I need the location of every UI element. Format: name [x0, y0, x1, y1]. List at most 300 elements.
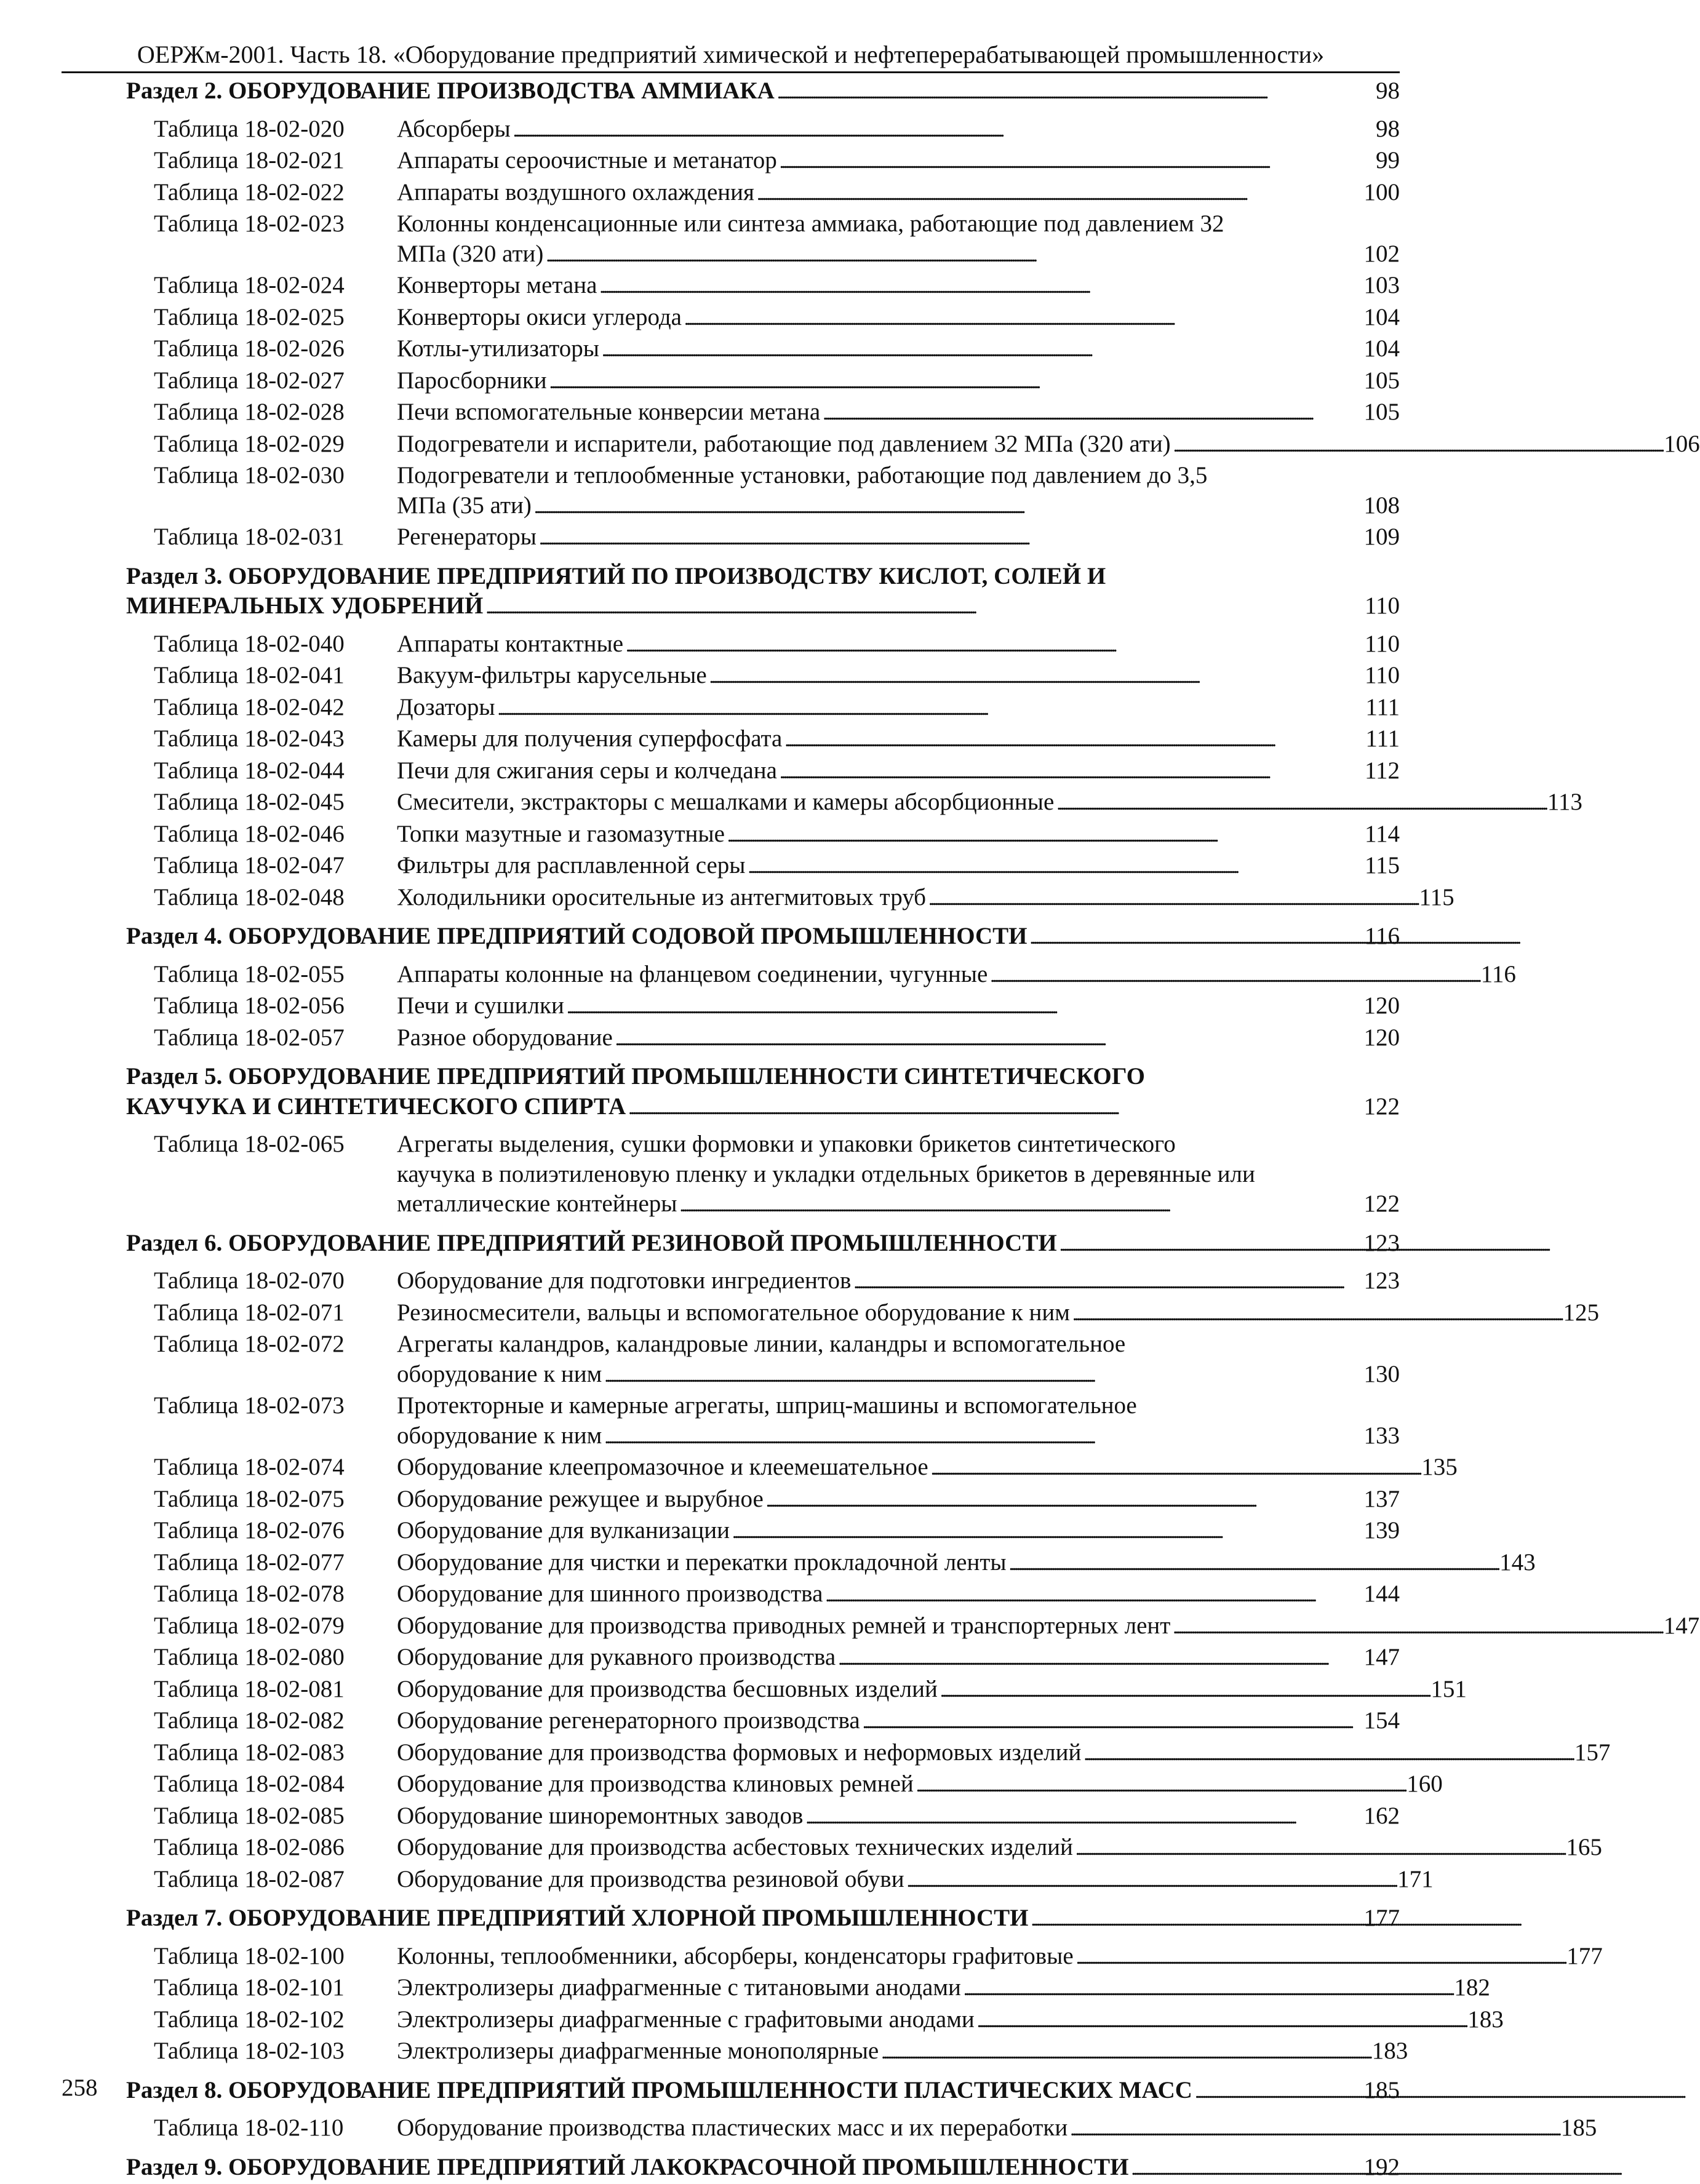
entry-title [397, 1738, 1610, 1770]
toc-entry [126, 1675, 1400, 1707]
table-of-contents [126, 76, 1400, 2184]
entry-title-line-text: оборудование к ним [397, 1421, 602, 1451]
entry-title-line [397, 1865, 1434, 1897]
table-code: Таблица 18-02-055 [126, 960, 397, 992]
table-code: Таблица 18-02-047 [126, 851, 397, 883]
toc-entry [126, 693, 1400, 725]
entry-title-line [397, 1738, 1610, 1770]
entry-title-line [397, 960, 1516, 992]
entry-title-line-text: Оборудование для производства бесшовных изделий [397, 1675, 938, 1705]
entry-title-line: Агрегаты каландров, каландровые линии, каландры и вспомогательное [397, 1329, 1400, 1360]
entry-title [397, 819, 1400, 851]
entry-title [397, 1391, 1400, 1453]
entry-title-line [397, 1643, 1400, 1675]
dot-leader [615, 1023, 1362, 1055]
entry-title-line-text: Конверторы окиси углерода [397, 303, 682, 333]
table-code: Таблица 18-02-057 [126, 1023, 397, 1055]
dot-leader [539, 522, 1362, 554]
entry-title [397, 1706, 1400, 1738]
entry-title [397, 1579, 1400, 1611]
dot-leader [931, 1453, 1419, 1485]
toc-entry [126, 1833, 1400, 1865]
page-ref: 154 [1364, 1706, 1400, 1736]
entry-title [397, 1548, 1536, 1580]
page-ref: 165 [1566, 1833, 1602, 1863]
toc-entry [126, 334, 1400, 366]
entry-title [397, 1516, 1400, 1548]
entry-title-line [397, 724, 1400, 756]
page-ref: 157 [1574, 1738, 1611, 1768]
dot-leader [546, 239, 1361, 271]
section-title-line-text: Раздел 7. ОБОРУДОВАНИЕ ПРЕДПРИЯТИЙ ХЛОРНОЙ ПРОМЫШЛЕННОСТИ [126, 1903, 1029, 1934]
toc-entry [126, 1298, 1400, 1330]
page-ref: 116 [1481, 960, 1516, 990]
toc-entry [126, 178, 1400, 210]
entry-title-line-text: Печи вспомогательные конверсии метана [397, 397, 820, 428]
entry-title [397, 334, 1400, 366]
section-heading [126, 1062, 1400, 1123]
entry-title [397, 114, 1400, 146]
page-ref: 110 [1365, 591, 1400, 621]
dot-leader [599, 271, 1361, 303]
dot-leader [549, 366, 1362, 398]
table-code: Таблица 18-02-020 [126, 114, 397, 146]
dot-leader [1076, 1942, 1565, 1974]
dot-leader [709, 661, 1362, 693]
page-ref: 122 [1364, 1092, 1400, 1122]
section-heading [126, 76, 1400, 108]
table-code: Таблица 18-02-045 [126, 787, 397, 819]
table-code: Таблица 18-02-072 [126, 1329, 397, 1391]
entry-title [397, 1865, 1434, 1897]
dot-leader [1083, 1738, 1572, 1770]
toc-entry [126, 991, 1400, 1023]
page-ref: 122 [1364, 1189, 1400, 1219]
entry-title-line [397, 693, 1400, 725]
dot-leader [1009, 1548, 1498, 1580]
dot-leader [780, 146, 1373, 178]
table-code: Таблица 18-02-071 [126, 1298, 397, 1330]
entry-title-line [397, 1453, 1458, 1485]
page-ref: 105 [1364, 397, 1400, 428]
table-code: Таблица 18-02-028 [126, 397, 397, 429]
dot-leader [853, 1266, 1361, 1298]
table-code: Таблица 18-02-023 [126, 209, 397, 271]
page-ref: 98 [1376, 76, 1400, 106]
dot-leader [1075, 1833, 1564, 1865]
toc-entry [126, 1738, 1400, 1770]
dot-leader [513, 114, 1373, 146]
page-ref: 105 [1364, 366, 1400, 396]
toc-entry [126, 2036, 1400, 2068]
entry-title-line: Протекторные и камерные агрегаты, шприц-машины и вспомогательное [397, 1391, 1400, 1421]
entry-title-line-text: Оборудование шиноремонтных заводов [397, 1801, 803, 1831]
entry-title-line-text: Оборудование для производства резиновой обуви [397, 1865, 904, 1895]
dot-leader [1056, 787, 1545, 819]
entry-title [397, 1611, 1699, 1643]
dot-leader [766, 1485, 1362, 1516]
entry-title-line-text: металлические контейнеры [397, 1189, 677, 1219]
entry-title-line [397, 522, 1400, 554]
entry-title-line-text: Оборудование для чистки и перекатки прокладочной ленты [397, 1548, 1007, 1578]
toc-entry [126, 2005, 1400, 2037]
section-heading [126, 1903, 1400, 1935]
entry-title-line-text: Котлы-утилизаторы [397, 334, 599, 364]
table-code: Таблица 18-02-048 [126, 883, 397, 915]
entry-title-line-text: Холодильники оросительные из антегмитовых труб [397, 883, 926, 913]
page-ref: 160 [1407, 1769, 1443, 1799]
table-code: Таблица 18-02-081 [126, 1675, 397, 1707]
entry-title-line-text: Оборудование для производства формовых и неформовых изделий [397, 1738, 1081, 1768]
entry-title [397, 1769, 1443, 1801]
dot-leader [567, 991, 1362, 1023]
page-ref: 151 [1431, 1675, 1467, 1705]
toc-entry [126, 1706, 1400, 1738]
page-ref: 110 [1365, 629, 1400, 660]
table-code: Таблица 18-02-087 [126, 1865, 397, 1897]
entry-title-line-text: Дозаторы [397, 693, 495, 723]
section-heading [126, 562, 1400, 623]
page-ref: 123 [1364, 1229, 1400, 1259]
section-title-line [126, 922, 1400, 954]
page-ref: 183 [1467, 2005, 1504, 2035]
entry-title [397, 303, 1400, 335]
entry-title-line [397, 1189, 1400, 1221]
section-title-line: Раздел 5. ОБОРУДОВАНИЕ ПРЕДПРИЯТИЙ ПРОМЫШЛЕННОСТИ СИНТЕТИЧЕСКОГО [126, 1062, 1400, 1092]
entry-title-line [397, 851, 1400, 883]
table-code: Таблица 18-02-102 [126, 2005, 397, 2037]
entry-title [397, 1130, 1400, 1221]
toc-entry [126, 429, 1400, 461]
dot-leader [1060, 1229, 1362, 1261]
entry-title-line-text: Электролизеры диафрагменные с графитовыми анодами [397, 2005, 975, 2035]
dot-leader [907, 1865, 1395, 1897]
header-rule [62, 71, 1400, 73]
entry-title-line: Агрегаты выделения, сушки формовки и упаковки брикетов синтетического [397, 1130, 1400, 1160]
page-ref: 123 [1364, 1266, 1400, 1296]
dot-leader [990, 960, 1479, 992]
entry-title-line [397, 1548, 1536, 1580]
toc-entry [126, 1516, 1400, 1548]
section-title-line [126, 1903, 1400, 1935]
dot-leader [825, 1579, 1361, 1611]
entry-title [397, 2036, 1408, 2068]
page-ref: 100 [1364, 178, 1400, 208]
entry-title-line-text: Оборудование режущее и вырубное [397, 1485, 764, 1515]
table-code: Таблица 18-02-100 [126, 1942, 397, 1974]
dot-leader [805, 1801, 1361, 1833]
entry-title-line-text: МПа (35 ати) [397, 491, 532, 521]
entry-title-line-text: Оборудование для вулканизации [397, 1516, 730, 1546]
page-ref: 125 [1563, 1298, 1599, 1328]
page-ref: 147 [1364, 1643, 1400, 1673]
running-header: ОЕРЖм-2001. Часть 18. «Оборудование предприятий химической и нефтеперерабатывающей промышленности» [62, 39, 1400, 70]
dot-leader [602, 334, 1362, 366]
table-code: Таблица 18-02-026 [126, 334, 397, 366]
toc-entry [126, 724, 1400, 756]
entry-title-line [397, 491, 1400, 523]
page-ref: 185 [1561, 2113, 1597, 2143]
dot-leader [916, 1769, 1405, 1801]
entry-title-line [397, 629, 1400, 661]
toc-entry [126, 1130, 1400, 1221]
page-ref: 147 [1664, 1611, 1700, 1641]
table-code: Таблица 18-02-110 [126, 2113, 397, 2145]
entry-title-line-text: Абсорберы [397, 114, 511, 145]
entry-title [397, 1675, 1467, 1707]
entry-title [397, 724, 1400, 756]
entry-title [397, 851, 1400, 883]
entry-title [397, 1266, 1400, 1298]
dot-leader [1173, 1611, 1661, 1643]
entry-title [397, 2005, 1504, 2037]
table-code: Таблица 18-02-041 [126, 661, 397, 693]
entry-title-line [397, 1611, 1699, 1643]
toc-entry [126, 883, 1400, 915]
dot-leader [838, 1643, 1361, 1675]
page-number: 258 [62, 2073, 98, 2103]
entry-title-line-text: оборудование к ним [397, 1360, 602, 1390]
entry-title-line [397, 1023, 1400, 1055]
entry-title [397, 1643, 1400, 1675]
entry-title [397, 209, 1400, 271]
dot-leader [684, 303, 1362, 335]
entry-title-line-text: Фильтры для расплавленной серы [397, 851, 746, 881]
entry-title-line [397, 1801, 1400, 1833]
table-code: Таблица 18-02-027 [126, 366, 397, 398]
table-code: Таблица 18-02-031 [126, 522, 397, 554]
toc-entry [126, 461, 1400, 522]
toc-entry [126, 1643, 1400, 1675]
table-code: Таблица 18-02-056 [126, 991, 397, 1023]
entry-title [397, 883, 1455, 915]
table-code: Таблица 18-02-022 [126, 178, 397, 210]
page-ref: 133 [1364, 1421, 1400, 1451]
entry-title-line-text: Регенераторы [397, 522, 537, 552]
entry-title-line-text: Аппараты воздушного охлаждения [397, 178, 754, 208]
table-code: Таблица 18-02-025 [126, 303, 397, 335]
table-code: Таблица 18-02-078 [126, 1579, 397, 1611]
section-title-line [126, 1229, 1400, 1261]
entry-title-line [397, 1769, 1443, 1801]
entry-title [397, 1023, 1400, 1055]
entry-title [397, 146, 1400, 178]
entry-title-line [397, 1942, 1603, 1974]
table-code: Таблица 18-02-044 [126, 756, 397, 788]
entry-title-line-text: Конверторы метана [397, 271, 597, 301]
entry-title-line-text: Оборудование клеепромазочное и клеемешательное [397, 1453, 928, 1483]
dot-leader [940, 1675, 1429, 1707]
toc-entry [126, 851, 1400, 883]
toc-entry [126, 114, 1400, 146]
dot-leader [732, 1516, 1362, 1548]
page-ref: 110 [1365, 661, 1400, 691]
dot-leader [784, 724, 1363, 756]
entry-title [397, 787, 1582, 819]
toc-entry [126, 1801, 1400, 1833]
entry-title-line-text: Смесители, экстракторы с мешалками и камеры абсорбционные [397, 787, 1054, 818]
dot-leader [1195, 2076, 1362, 2108]
entry-title-line [397, 303, 1400, 335]
section-title-line [126, 591, 1400, 623]
page-ref: 185 [1364, 2076, 1400, 2106]
entry-title-line [397, 661, 1400, 693]
section-title-line-text: МИНЕРАЛЬНЫХ УДОБРЕНИЙ [126, 591, 483, 621]
table-code: Таблица 18-02-043 [126, 724, 397, 756]
page-ref: 162 [1364, 1801, 1400, 1831]
table-code: Таблица 18-02-074 [126, 1453, 397, 1485]
table-code: Таблица 18-02-065 [126, 1130, 397, 1221]
entry-title-line-text: Электролизеры диафрагменные с титановыми анодами [397, 1973, 961, 2003]
entry-title [397, 629, 1400, 661]
dot-leader [1031, 1903, 1362, 1935]
section-title-line [126, 76, 1400, 108]
entry-title-line-text: Топки мазутные и газомазутные [397, 819, 725, 850]
dot-leader [534, 491, 1362, 523]
entry-title-line [397, 756, 1400, 788]
entry-title-line [397, 2113, 1597, 2145]
dot-leader [777, 76, 1373, 108]
dot-leader [757, 178, 1362, 210]
entry-title-line [397, 429, 1700, 461]
entry-title-line [397, 1516, 1400, 1548]
toc-entry [126, 397, 1400, 429]
dot-leader [1072, 1298, 1561, 1330]
dot-leader [780, 756, 1362, 788]
entry-title-line-text: Оборудование регенераторного производства [397, 1706, 860, 1736]
page-ref: 115 [1419, 883, 1455, 913]
page-ref: 113 [1547, 787, 1582, 818]
table-code: Таблица 18-02-080 [126, 1643, 397, 1675]
page-ref: 120 [1364, 991, 1400, 1021]
entry-title-line [397, 2036, 1408, 2068]
section-title-line-text: КАУЧУКА И СИНТЕТИЧЕСКОГО СПИРТА [126, 1092, 626, 1122]
toc-entry [126, 960, 1400, 992]
entry-title-line: Колонны конденсационные или синтеза аммиака, работающие под давлением 32 [397, 209, 1400, 239]
toc-entry [126, 2113, 1400, 2145]
table-code: Таблица 18-02-030 [126, 461, 397, 522]
entry-title-line [397, 1579, 1400, 1611]
toc-entry [126, 1548, 1400, 1580]
dot-leader [626, 629, 1362, 661]
dot-leader [727, 819, 1362, 851]
page-ref: 104 [1364, 334, 1400, 364]
section-title-line-text: Раздел 8. ОБОРУДОВАНИЕ ПРЕДПРИЯТИЙ ПРОМЫШЛЕННОСТИ ПЛАСТИЧЕСКИХ МАСС [126, 2076, 1192, 2106]
entry-title [397, 522, 1400, 554]
table-code: Таблица 18-02-085 [126, 1801, 397, 1833]
entry-title [397, 1973, 1490, 2005]
toc-entry [126, 1023, 1400, 1055]
entry-title-line-text: МПа (320 ати) [397, 239, 543, 269]
entry-title-line: Подогреватели и теплообменные установки, работающие под давлением до 3,5 [397, 461, 1400, 491]
toc-entry [126, 1391, 1400, 1453]
page-ref: 104 [1364, 303, 1400, 333]
entry-title [397, 178, 1400, 210]
page-ref: 116 [1365, 922, 1400, 952]
dot-leader [881, 2036, 1370, 2068]
page-ref: 143 [1499, 1548, 1536, 1578]
table-code: Таблица 18-02-079 [126, 1611, 397, 1643]
entry-title-line-text: Электролизеры диафрагменные монополярные [397, 2036, 879, 2066]
dot-leader [863, 1706, 1362, 1738]
entry-title-line [397, 2005, 1504, 2037]
toc-entry [126, 209, 1400, 271]
toc-entry [126, 271, 1400, 303]
page-ref: 139 [1364, 1516, 1400, 1546]
entry-title-line-text: Печи для сжигания серы и колчедана [397, 756, 777, 786]
entry-title-line-text: Камеры для получения суперфосфата [397, 724, 782, 754]
table-code: Таблица 18-02-073 [126, 1391, 397, 1453]
toc-entry [126, 1579, 1400, 1611]
toc-entry [126, 1453, 1400, 1485]
section-title-line [126, 2076, 1400, 2108]
section-title-line: Раздел 3. ОБОРУДОВАНИЕ ПРЕДПРИЯТИЙ ПО ПРОИЗВОДСТВУ КИСЛОТ, СОЛЕЙ И [126, 562, 1400, 592]
entry-title [397, 1453, 1458, 1485]
toc-entry [126, 1329, 1400, 1391]
section-title-line-text: Раздел 2. ОБОРУДОВАНИЕ ПРОИЗВОДСТВА АММИАКА [126, 76, 775, 106]
dot-leader [628, 1092, 1361, 1124]
section-heading [126, 922, 1400, 954]
entry-title-line-text: Оборудование для производства клиновых ремней [397, 1769, 914, 1799]
entry-title-line-text: Подогреватели и испарители, работающие под давлением 32 МПа (320 ати) [397, 429, 1171, 460]
entry-title [397, 991, 1400, 1023]
table-code: Таблица 18-02-070 [126, 1266, 397, 1298]
entry-title-line [397, 819, 1400, 851]
entry-title [397, 756, 1400, 788]
entry-title-line [397, 787, 1582, 819]
table-code: Таблица 18-02-101 [126, 1973, 397, 2005]
page-ref: 130 [1364, 1360, 1400, 1390]
entry-title-line [397, 1421, 1400, 1453]
entry-title-line [397, 1298, 1599, 1330]
page-ref: 120 [1364, 1023, 1400, 1053]
entry-title-line [397, 178, 1400, 210]
section-heading [126, 1229, 1400, 1261]
table-code: Таблица 18-02-083 [126, 1738, 397, 1770]
table-code: Таблица 18-02-040 [126, 629, 397, 661]
table-code: Таблица 18-02-082 [126, 1706, 397, 1738]
dot-leader [823, 397, 1361, 429]
page-ref: 177 [1364, 1903, 1400, 1934]
dot-leader [748, 851, 1362, 883]
toc-entry [126, 146, 1400, 178]
entry-title-line [397, 883, 1455, 915]
entry-title-line-text: Разное оборудование [397, 1023, 613, 1053]
entry-title-line-text: Оборудование для подготовки ингредиентов [397, 1266, 851, 1296]
toc-entry [126, 303, 1400, 335]
section-title-line-text: Раздел 6. ОБОРУДОВАНИЕ ПРЕДПРИЯТИЙ РЕЗИНОВОЙ ПРОМЫШЛЕННОСТИ [126, 1229, 1057, 1259]
entry-title [397, 461, 1400, 522]
entry-title-line [397, 1485, 1400, 1516]
entry-title-line-text: Оборудование для производства приводных ремней и транспортерных лент [397, 1611, 1170, 1641]
table-code: Таблица 18-02-046 [126, 819, 397, 851]
entry-title [397, 366, 1400, 398]
entry-title-line-text: Аппараты сероочистные и метанатор [397, 146, 777, 176]
entry-title-line-text: Паросборники [397, 366, 547, 396]
page-ref: 102 [1364, 239, 1400, 269]
page-ref: 112 [1365, 756, 1400, 786]
toc-entry [126, 1973, 1400, 2005]
entry-title [397, 397, 1400, 429]
toc-entry [126, 787, 1400, 819]
entry-title-line: каучука в полиэтиленовую пленку и укладки отдельных брикетов в деревянные или [397, 1160, 1400, 1190]
toc-entry [126, 756, 1400, 788]
entry-title [397, 1833, 1602, 1865]
entry-title [397, 1942, 1603, 1974]
entry-title-line-text: Оборудование для рукавного производства [397, 1643, 836, 1673]
section-title-line-text: Раздел 4. ОБОРУДОВАНИЕ ПРЕДПРИЯТИЙ СОДОВОЙ ПРОМЫШЛЕННОСТИ [126, 922, 1028, 952]
toc-entry [126, 1485, 1400, 1516]
